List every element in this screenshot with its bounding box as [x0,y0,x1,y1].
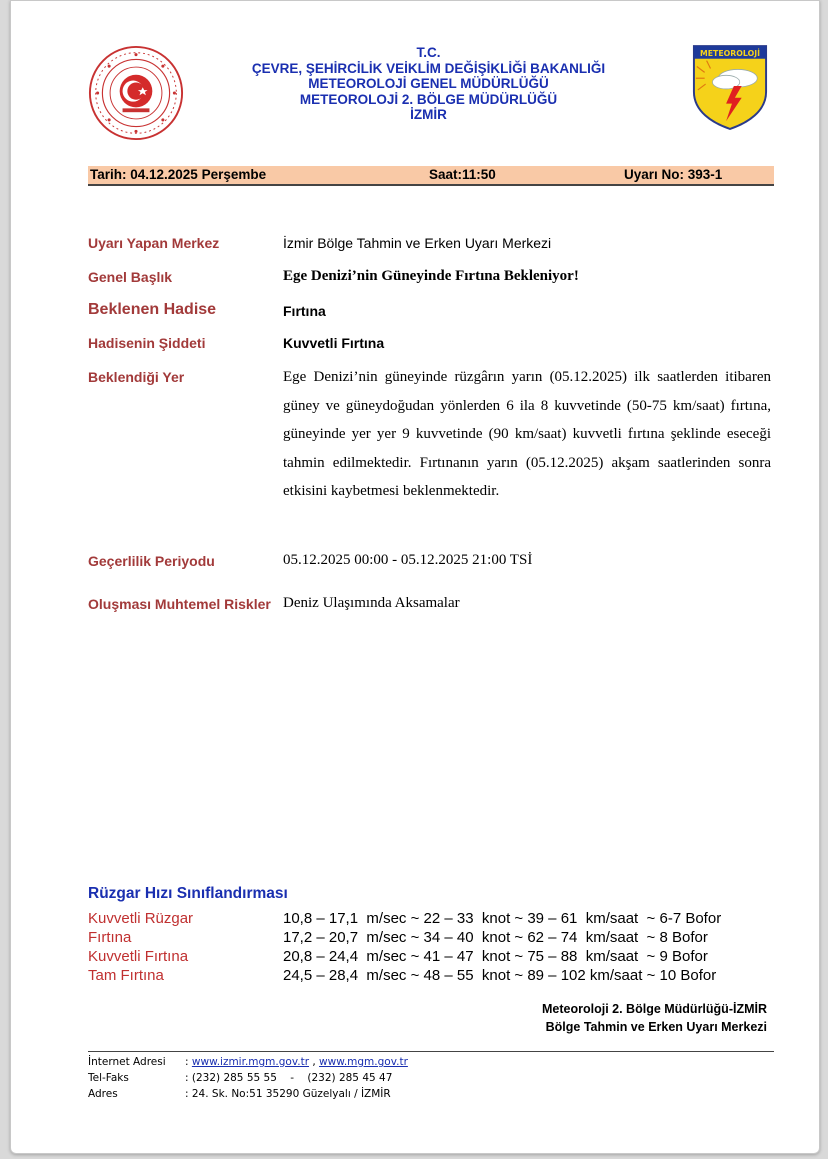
title-label: Genel Başlık [88,269,173,285]
wind-row-name: Tam Fırtına [88,967,164,984]
footer-link-sep: , [309,1056,320,1068]
wind-row-desc: 20,8 – 24,4 m/sec ~ 41 – 47 knot ~ 75 – 88 km/saat ~ 9 Bofor [283,948,708,965]
wind-row-name: Kuvvetli Fırtına [88,948,189,965]
event-value: Fırtına [283,303,326,319]
footer-tel-label: Tel-Faks [88,1072,129,1084]
wind-row [88,948,778,967]
period-label: Geçerlilik Periyodu [88,553,215,569]
header-line-ministry: ÇEVRE, ŞEHİRCİLİK VEİKLİM DEĞİŞİKLİĞİ BAKANLIĞI [251,60,606,76]
place-value: Ege Denizi’nin güneyinde rüzgârın yarın (05.12.2025) ilk saatlerden itibaren güney ve güneydoğudan yönlerden 6 ila 8 kuvvetinde (50-75 km/saat) fırtına, güneyinde yer yer 9 kuvvetinde (90 km/saat) kuvvetli fırtına şeklinde eseceği tahmin edilmektedir. Fırtınanın yarın (05.12.2025) akşam saatlerinden sonra etkisini kaybetmesi beklenmektedir. [283,369,771,499]
footer-tel [88,1072,774,1086]
wind-row-desc: 17,2 – 20,7 m/sec ~ 34 – 40 knot ~ 62 – 74 km/saat ~ 8 Bofor [283,929,708,946]
event-label: Beklenen Hadise [88,301,217,318]
wind-row-name: Fırtına [88,929,132,946]
logo-text: METEOROLOJİ [699,48,761,58]
footer-divider [88,1051,774,1052]
signature-line-1: Meteoroloji 2. Bölge Müdürlüğü-İZMİR [542,1002,767,1016]
footer-address [88,1088,774,1102]
header-line-directorate: METEOROLOJİ GENEL MÜDÜRLÜĞÜ [308,76,549,91]
wind-row-desc: 24,5 – 28,4 m/sec ~ 48 – 55 knot ~ 89 – 102 km/saat ~ 10 Bofor [283,967,717,984]
header-line-city: İZMİR [410,107,447,122]
footer-internet-sep: : [185,1056,192,1068]
severity-label: Hadisenin Şiddeti [88,335,206,351]
wind-row [88,929,778,948]
risk-label: Oluşması Muhtemel Riskler [88,596,271,612]
center-value: İzmir Bölge Tahmin ve Erken Uyarı Merkezi [283,235,552,251]
footer-address-value: : 24. Sk. No:51 35290 Güzelyalı / İZMİR [185,1088,391,1100]
place-label: Beklendiği Yer [88,369,185,385]
wind-row-desc: 10,8 – 17,1 m/sec ~ 22 – 33 knot ~ 39 – 61 km/saat ~ 6-7 Bofor [283,910,722,927]
header-line-region: METEOROLOJİ 2. BÖLGE MÜDÜRLÜĞÜ [299,91,558,107]
signature-block [542,1000,767,1036]
wind-row-name: Kuvvetli Rüzgar [88,910,194,927]
ministry-seal-icon [87,45,185,141]
wind-row [88,967,778,986]
header-line-tc: T.C. [416,45,441,60]
signature-line-2: Bölge Tahmin ve Erken Uyarı Merkezi [545,1020,767,1034]
footer-internet [88,1056,774,1070]
ministry-header [191,45,666,123]
wind-row [88,910,778,929]
risk-value: Deniz Ulaşımında Aksamalar [283,595,460,611]
warning-number: Uyarı No: 393-1 [624,167,723,182]
title-value: Ege Denizi’nin Güneyinde Fırtına Bekleniyor! [283,268,579,284]
footer-link-mgm[interactable]: www.mgm.gov.tr [319,1056,408,1068]
period-value: 05.12.2025 00:00 - 05.12.2025 21:00 TSİ [283,552,533,568]
footer-internet-links [185,1056,408,1068]
warning-time: Saat:11:50 [429,167,496,182]
severity-value: Kuvvetli Fırtına [283,335,385,351]
footer-address-label: Adres [88,1088,118,1100]
warning-date: Tarih: 04.12.2025 Perşembe [90,167,267,182]
footer-link-izmir[interactable]: www.izmir.mgm.gov.tr [191,1056,310,1068]
document-page [10,0,820,1154]
center-label: Uyarı Yapan Merkez [88,235,220,251]
footer-tel-value: : (232) 285 55 55 - (232) 285 45 47 [185,1072,393,1084]
footer-internet-label: İnternet Adresi [88,1056,166,1068]
meteoroloji-logo-icon [691,43,769,131]
wind-classification-title: Rüzgar Hızı Sınıflandırması [88,885,288,902]
warning-info-band [88,166,774,186]
